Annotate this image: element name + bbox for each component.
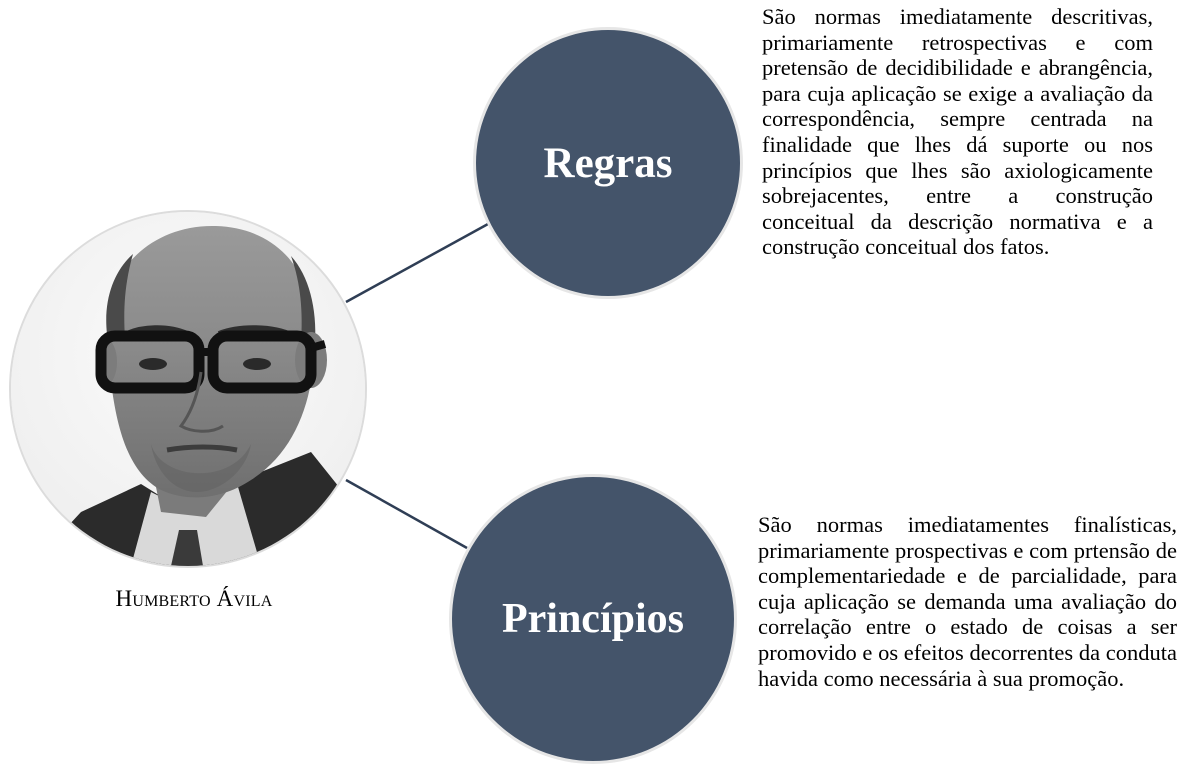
regras-description: São normas imediatamente descritivas, primariamente retrospectivas e com pretensão de decidibilidade e abrangência, para cuja aplicação se exige a avaliação da correspondência, sempre centrada na finalidade que lhes dá suporte ou nos princípios que lhes são axiologicamente sobrejacentes, entre a construção conceitual da descrição normativa e a construção conceitual dos fatos. (762, 4, 1153, 260)
regras-node-label: Regras (543, 139, 673, 187)
principios-node (449, 474, 737, 764)
connector-to-principios (346, 480, 467, 548)
connector-to-regras (346, 224, 488, 302)
portrait-illustration (11, 212, 365, 566)
portrait-photo (9, 210, 367, 568)
principios-description: São normas imediatamentes finalísticas, primariamente prospectivas e com prtensão de complementariedade e de parcialidade, para cuja aplicação se demanda uma avaliação do correlação entre o estado de coisas a ser promovido e os efeitos decorrentes da conduta havida como necessária à sua promoção. (758, 512, 1177, 691)
principios-node-label: Princípios (501, 596, 684, 642)
regras-node (473, 27, 743, 299)
person-caption: Humberto Ávila (115, 586, 273, 611)
